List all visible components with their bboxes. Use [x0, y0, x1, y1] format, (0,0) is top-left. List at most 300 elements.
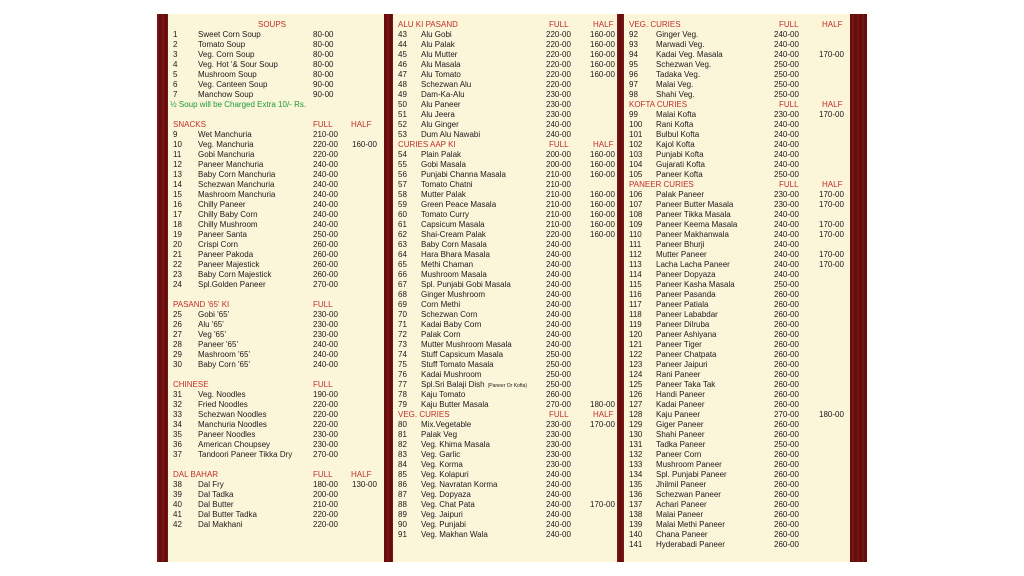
item-number: 131: [629, 440, 643, 449]
item-number: 56: [398, 170, 407, 179]
full-column-label: FULL: [313, 300, 333, 309]
menu-item: [393, 80, 617, 90]
item-number: 61: [398, 220, 407, 229]
item-name: Paneer Dopyaza: [656, 270, 716, 279]
half-column-label: HALF: [822, 100, 843, 109]
menu-item: [393, 530, 617, 540]
menu-item: [624, 120, 850, 130]
item-name: Schezwan Corn: [421, 310, 478, 319]
item-number: 77: [398, 380, 407, 389]
item-number: 80: [398, 420, 407, 429]
menu-item: [624, 130, 850, 140]
menu-item: [624, 360, 850, 370]
item-full-price: 260-00: [774, 390, 799, 399]
item-name: Kaju Butter Masala: [421, 400, 489, 409]
item-number: 113: [629, 260, 642, 269]
item-number: 29: [173, 350, 182, 359]
item-full-price: 200-00: [313, 490, 338, 499]
item-name: Kadai Paneer: [656, 400, 705, 409]
item-full-price: 220-00: [313, 420, 338, 429]
item-number: 46: [398, 60, 407, 69]
menu-item: [393, 100, 617, 110]
section-title: ALU KI PASAND: [398, 20, 458, 29]
item-name: Paneer Ashiyana: [656, 330, 717, 339]
item-full-price: 230-00: [774, 110, 799, 119]
item-name: Tadka Paneer: [656, 440, 706, 449]
item-full-price: 260-00: [774, 420, 799, 429]
item-number: 38: [173, 480, 182, 489]
menu-item: [393, 290, 617, 300]
item-full-price: 240-00: [774, 210, 799, 219]
menu-item: [624, 170, 850, 180]
item-number: 97: [629, 80, 638, 89]
item-full-price: 240-00: [313, 200, 338, 209]
menu-item: [393, 330, 617, 340]
item-name: Plain Palak: [421, 150, 462, 159]
item-name: Veg. Garlic: [421, 450, 461, 459]
item-number: 39: [173, 490, 182, 499]
item-full-price: 240-00: [546, 260, 571, 269]
menu-item: [168, 270, 384, 280]
item-name: Mushroom Soup: [198, 70, 257, 79]
item-number: 88: [398, 500, 407, 509]
item-name: Alu Palak: [421, 40, 455, 49]
item-half-price: 170-00: [819, 200, 844, 209]
menu-item: [168, 30, 384, 40]
menu-item: [393, 170, 617, 180]
item-name: Alu Ginger: [421, 120, 459, 129]
item-number: 103: [629, 150, 643, 159]
menu-item: [624, 290, 850, 300]
item-number: 132: [629, 450, 643, 459]
item-number: 109: [629, 220, 643, 229]
item-name: Veg. Navratan Korma: [421, 480, 498, 489]
item-name: Paneer Pakoda: [198, 250, 254, 259]
item-half-price: 160-00: [590, 60, 615, 69]
item-half-price: 170-00: [819, 260, 844, 269]
item-full-price: 240-00: [313, 180, 338, 189]
item-full-price: 260-00: [313, 240, 338, 249]
full-column-label: FULL: [313, 380, 333, 389]
item-number: 100: [629, 120, 643, 129]
item-number: 50: [398, 100, 407, 109]
item-name: Chilly Paneer: [198, 200, 246, 209]
item-full-price: 250-00: [546, 360, 571, 369]
item-full-price: 240-00: [546, 240, 571, 249]
item-number: 71: [398, 320, 407, 329]
item-number: 66: [398, 270, 407, 279]
item-number: 68: [398, 290, 407, 299]
item-number: 127: [629, 400, 643, 409]
item-number: 107: [629, 200, 643, 209]
item-name: Veg. Hot '& Sour Soup: [198, 60, 278, 69]
item-name: Spl. Punjabi Paneer: [656, 470, 727, 479]
item-name: Spl.Golden Paneer: [198, 280, 266, 289]
section-header: [168, 20, 384, 30]
item-name: Veg. Canteen Soup: [198, 80, 268, 89]
item-name: Veg. Corn Soup: [198, 50, 255, 59]
item-full-price: 240-00: [774, 50, 799, 59]
item-number: 72: [398, 330, 407, 339]
item-half-price: 170-00: [590, 500, 615, 509]
item-full-price: 260-00: [313, 270, 338, 279]
full-column-label: FULL: [313, 120, 333, 129]
item-full-price: 260-00: [774, 520, 799, 529]
item-full-price: 240-00: [546, 290, 571, 299]
menu-item: [624, 160, 850, 170]
item-number: 5: [173, 70, 178, 79]
item-full-price: 240-00: [546, 130, 571, 139]
menu-item: [624, 410, 850, 420]
item-number: 9: [173, 130, 178, 139]
section-header: [624, 100, 850, 110]
item-name: Veg. Makhan Wala: [421, 530, 488, 539]
item-full-price: 240-00: [774, 250, 799, 259]
item-full-price: 230-00: [546, 440, 571, 449]
item-number: 26: [173, 320, 182, 329]
item-full-price: 240-00: [546, 490, 571, 499]
menu-item: [624, 520, 850, 530]
menu-item: [624, 370, 850, 380]
item-full-price: 260-00: [774, 450, 799, 459]
half-column-label: HALF: [351, 120, 372, 129]
menu-item: [624, 280, 850, 290]
menu-item: [393, 90, 617, 100]
menu-item: [624, 400, 850, 410]
item-number: 78: [398, 390, 407, 399]
half-column-label: HALF: [593, 140, 614, 149]
item-name: Veg. Punjabi: [421, 520, 466, 529]
item-number: 129: [629, 420, 643, 429]
item-number: 105: [629, 170, 643, 179]
item-full-price: 230-00: [313, 310, 338, 319]
item-full-price: 260-00: [774, 320, 799, 329]
item-number: 128: [629, 410, 643, 419]
menu-item: [393, 190, 617, 200]
menu-item: [168, 310, 384, 320]
item-number: 55: [398, 160, 407, 169]
menu-item: [393, 370, 617, 380]
item-number: 45: [398, 50, 407, 59]
item-number: 74: [398, 350, 407, 359]
item-full-price: 230-00: [313, 430, 338, 439]
item-name: Veg. Korma: [421, 460, 463, 469]
menu-item: [393, 50, 617, 60]
item-name: Wet Manchuria: [198, 130, 252, 139]
section-header: [624, 180, 850, 190]
item-half-price: 160-00: [590, 70, 615, 79]
item-note: (Paneer Or Kofta): [487, 383, 528, 389]
item-name: Schezwan Paneer: [656, 490, 721, 499]
menu-item: [393, 30, 617, 40]
menu-item: [624, 110, 850, 120]
item-name: Baby Corn '65': [198, 360, 250, 369]
section-title: KOFTA CURIES: [629, 100, 688, 109]
item-number: 124: [629, 370, 643, 379]
menu-item: [393, 400, 617, 410]
menu-item: [168, 390, 384, 400]
item-name: Punjabi Channa Masala: [421, 170, 506, 179]
item-name: Paneer Santa: [198, 230, 247, 239]
section-header: [168, 470, 384, 480]
item-name: American Choupsey: [198, 440, 271, 449]
menu-item: [393, 150, 617, 160]
item-name: Fried Noodles: [198, 400, 248, 409]
menu-item: [624, 210, 850, 220]
menu-item: [393, 220, 617, 230]
item-number: 82: [398, 440, 407, 449]
item-full-price: 260-00: [774, 330, 799, 339]
item-name: Veg. Khima Masala: [421, 440, 490, 449]
item-name: Corn Methi: [421, 300, 461, 309]
menu-item: [393, 70, 617, 80]
menu-item: [168, 400, 384, 410]
item-full-price: 180-00: [313, 480, 338, 489]
item-number: 136: [629, 490, 643, 499]
item-number: 30: [173, 360, 182, 369]
item-half-price: 160-00: [590, 230, 615, 239]
item-number: 140: [629, 530, 643, 539]
item-name: Alu Jeera: [421, 110, 455, 119]
item-name: Gobi '65': [198, 310, 230, 319]
item-name: Marwadi Veg.: [656, 40, 705, 49]
half-column-label: HALF: [593, 20, 614, 29]
menu-item: [393, 40, 617, 50]
item-number: 18: [173, 220, 182, 229]
item-number: 95: [629, 60, 638, 69]
item-number: 98: [629, 90, 638, 99]
item-number: 130: [629, 430, 643, 439]
item-name: Mix.Vegetable: [421, 420, 472, 429]
menu-item: [393, 320, 617, 330]
item-half-price: 160-00: [590, 50, 615, 59]
item-full-price: 220-00: [313, 400, 338, 409]
item-name: Gobi Manchuria: [198, 150, 255, 159]
item-half-price: 160-00: [590, 160, 615, 169]
menu-item: [624, 320, 850, 330]
item-name: Alu Gobi: [421, 30, 452, 39]
item-full-price: 210-00: [546, 220, 571, 229]
section-title: SNACKS: [173, 120, 206, 129]
item-name: Mutter Paneer: [656, 250, 707, 259]
item-name: Paneer Butter Masala: [656, 200, 734, 209]
item-name: Giger Paneer: [656, 420, 704, 429]
item-number: 22: [173, 260, 182, 269]
menu-item: [624, 60, 850, 70]
item-name: Veg. Dopyaza: [421, 490, 471, 499]
item-name: Alu Tomato: [421, 70, 461, 79]
item-name: Veg. Manchuria: [198, 140, 254, 149]
item-full-price: 220-00: [313, 140, 338, 149]
item-number: 63: [398, 240, 407, 249]
item-name: Tomato Chatni: [421, 180, 473, 189]
menu-item: [168, 220, 384, 230]
item-number: 90: [398, 520, 407, 529]
item-full-price: 260-00: [774, 490, 799, 499]
item-name: Paneer Manchuria: [198, 160, 264, 169]
menu-item: [168, 240, 384, 250]
item-number: 1: [173, 30, 178, 39]
item-name: Shahi Paneer: [656, 430, 705, 439]
item-name: Alu Masala: [421, 60, 461, 69]
note-text: ½ Soup will be Charged Extra 10/- Rs.: [170, 100, 307, 109]
item-full-price: 220-00: [546, 60, 571, 69]
item-name: Gobi Masala: [421, 160, 466, 169]
item-name: Alu '65': [198, 320, 224, 329]
item-name: Alu Mutter: [421, 50, 458, 59]
item-name: Schezwan Alu: [421, 80, 472, 89]
item-full-price: 260-00: [774, 480, 799, 489]
menu-item: [393, 110, 617, 120]
item-number: 47: [398, 70, 407, 79]
menu-item: [624, 310, 850, 320]
item-name: Dal Fry: [198, 480, 224, 489]
full-column-label: FULL: [549, 410, 569, 419]
item-full-price: 230-00: [546, 100, 571, 109]
item-full-price: 240-00: [774, 150, 799, 159]
menu-item: [168, 200, 384, 210]
menu-item: [624, 460, 850, 470]
item-number: 122: [629, 350, 643, 359]
section-header: [168, 300, 384, 310]
full-column-label: FULL: [779, 180, 799, 189]
item-full-price: 250-00: [774, 440, 799, 449]
menu-item: [168, 490, 384, 500]
item-name: Paneer Patiala: [656, 300, 709, 309]
item-number: 3: [173, 50, 178, 59]
menu-item: [624, 240, 850, 250]
item-full-price: 240-00: [774, 120, 799, 129]
item-full-price: 240-00: [774, 220, 799, 229]
item-full-price: 240-00: [774, 30, 799, 39]
item-number: 25: [173, 310, 182, 319]
item-full-price: 240-00: [546, 250, 571, 259]
item-full-price: 220-00: [313, 150, 338, 159]
menu-item: [393, 300, 617, 310]
item-full-price: 80-00: [313, 40, 334, 49]
menu-item: [168, 80, 384, 90]
item-number: 27: [173, 330, 182, 339]
menu-item: [624, 80, 850, 90]
item-full-price: 230-00: [546, 450, 571, 459]
item-name: Stuff Capsicum Masala: [421, 350, 504, 359]
item-half-price: 160-00: [590, 150, 615, 159]
item-full-price: 260-00: [774, 400, 799, 409]
item-full-price: 250-00: [774, 70, 799, 79]
item-full-price: 250-00: [546, 380, 571, 389]
menu-item: [624, 510, 850, 520]
item-number: 62: [398, 230, 407, 239]
menu-item: [393, 240, 617, 250]
item-number: 141: [629, 540, 643, 549]
menu-item: [168, 480, 384, 490]
menu-item: [168, 350, 384, 360]
menu-item: [393, 340, 617, 350]
item-number: 125: [629, 380, 643, 389]
item-name: Schezwan Veg.: [656, 60, 712, 69]
item-name: Handi Paneer: [656, 390, 705, 399]
item-number: 102: [629, 140, 643, 149]
menu-item: [168, 50, 384, 60]
section-title: VEG. CURIES: [398, 410, 450, 419]
menu-item: [393, 180, 617, 190]
section-header: [393, 140, 617, 150]
item-name: Malai Methi Paneer: [656, 520, 725, 529]
item-full-price: 240-00: [774, 230, 799, 239]
menu-item: [624, 340, 850, 350]
item-name: Schezwan Noodles: [198, 410, 267, 419]
menu-item: [624, 530, 850, 540]
menu-item: [624, 540, 850, 550]
menu-item: [624, 480, 850, 490]
item-number: 58: [398, 190, 407, 199]
item-full-price: 250-00: [774, 170, 799, 179]
item-name: Paneer Tikka Masala: [656, 210, 731, 219]
item-full-price: 220-00: [546, 80, 571, 89]
menu-item: [393, 60, 617, 70]
menu-item: [624, 350, 850, 360]
item-full-price: 240-00: [313, 360, 338, 369]
item-number: 114: [629, 270, 642, 279]
item-full-price: 220-00: [313, 510, 338, 519]
menu-board: [157, 14, 867, 562]
section-title: SOUPS: [258, 20, 287, 29]
menu-item: [624, 90, 850, 100]
item-full-price: 220-00: [313, 410, 338, 419]
item-number: 75: [398, 360, 407, 369]
spacer: [168, 290, 384, 300]
item-half-price: 160-00: [590, 210, 615, 219]
menu-item: [393, 280, 617, 290]
menu-item: [168, 330, 384, 340]
item-half-price: 170-00: [819, 190, 844, 199]
item-number: 52: [398, 120, 407, 129]
item-name: Schezwan Manchuria: [198, 180, 275, 189]
item-name: Palak Corn: [421, 330, 461, 339]
menu-item: [168, 320, 384, 330]
item-name: Tadaka Veg.: [656, 70, 701, 79]
item-full-price: 260-00: [774, 470, 799, 479]
item-full-price: 230-00: [546, 90, 571, 99]
item-full-price: 240-00: [774, 140, 799, 149]
item-full-price: 210-00: [546, 180, 571, 189]
menu-item: [624, 330, 850, 340]
item-name: Dal Butter Tadka: [198, 510, 257, 519]
item-half-price: 160-00: [590, 40, 615, 49]
menu-item: [393, 490, 617, 500]
item-number: 110: [629, 230, 642, 239]
item-number: 138: [629, 510, 643, 519]
item-number: 116: [629, 290, 642, 299]
item-number: 13: [173, 170, 182, 179]
menu-item: [393, 390, 617, 400]
item-name: Paneer Tiger: [656, 340, 702, 349]
item-number: 60: [398, 210, 407, 219]
item-full-price: 240-00: [313, 350, 338, 359]
item-number: 65: [398, 260, 407, 269]
item-number: 35: [173, 430, 182, 439]
item-half-price: 160-00: [352, 140, 377, 149]
item-name: Green Peace Masala: [421, 200, 497, 209]
item-number: 48: [398, 80, 407, 89]
item-name: Manchuria Noodles: [198, 420, 267, 429]
item-number: 51: [398, 110, 407, 119]
item-full-price: 260-00: [774, 380, 799, 389]
item-number: 93: [629, 40, 638, 49]
item-full-price: 250-00: [774, 90, 799, 99]
menu-item: [624, 490, 850, 500]
item-full-price: 210-00: [313, 130, 338, 139]
